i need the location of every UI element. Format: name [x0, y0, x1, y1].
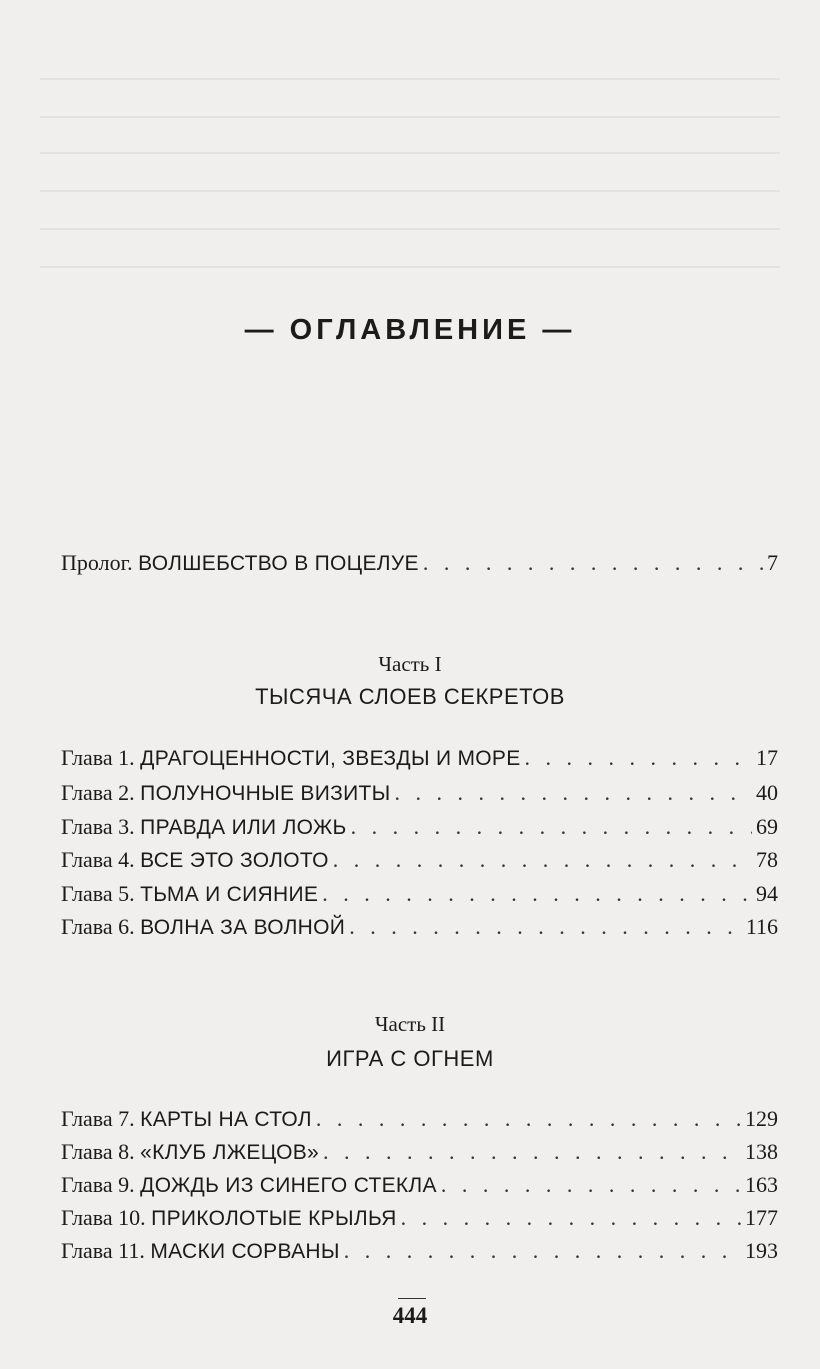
dot-leader	[349, 914, 742, 940]
dot-leader	[401, 1205, 741, 1231]
toc-entry-chapter-11	[61, 1238, 778, 1270]
dot-leader	[441, 1172, 741, 1198]
entry-label: Глава 10.	[61, 1205, 146, 1230]
entry-title: ВСЕ ЭТО ЗОЛОТО	[140, 849, 329, 872]
entry-page: 78	[756, 847, 778, 872]
entry-label: Глава 9.	[61, 1172, 135, 1197]
entry-page: 7	[767, 550, 778, 575]
entry-title: ДРАГОЦЕННОСТИ, ЗВЕЗДЫ И МОРЕ	[140, 747, 521, 770]
part-2-title: ИГРА С ОГНЕМ	[326, 1046, 494, 1071]
bleed-through-line	[40, 228, 780, 230]
bleed-through-line	[40, 78, 780, 80]
entry-page: 193	[745, 1238, 778, 1263]
dot-leader	[423, 550, 763, 576]
dot-leader	[333, 847, 752, 873]
dot-leader	[316, 1106, 741, 1132]
entry-title: КАРТЫ НА СТОЛ	[140, 1108, 312, 1131]
entry-title: ДОЖДЬ ИЗ СИНЕГО СТЕКЛА	[140, 1174, 437, 1197]
entry-title: ПРИКОЛОТЫЕ КРЫЛЬЯ	[151, 1207, 397, 1230]
entry-page: 177	[745, 1205, 778, 1230]
toc-entry-chapter-2	[61, 780, 778, 812]
toc-entry-chapter-1	[61, 745, 778, 777]
dot-leader	[323, 1139, 741, 1165]
toc-entry-chapter-9	[61, 1172, 778, 1204]
entry-title: ПРАВДА ИЛИ ЛОЖЬ	[140, 816, 347, 839]
toc-entry-chapter-7	[61, 1106, 778, 1138]
dot-leader	[322, 881, 752, 907]
dot-leader	[351, 814, 752, 840]
entry-label: Глава 4.	[61, 847, 135, 872]
toc-entry-chapter-8	[61, 1139, 778, 1171]
bleed-through-line	[40, 190, 780, 192]
entry-label: Глава 6.	[61, 914, 135, 939]
entry-page: 129	[745, 1106, 778, 1131]
entry-page: 69	[756, 814, 778, 839]
entry-title: ВОЛШЕБСТВО В ПОЦЕЛУЕ	[138, 552, 419, 575]
entry-title: МАСКИ СОРВАНЫ	[150, 1240, 340, 1263]
entry-page: 94	[756, 881, 778, 906]
part-1-label: Часть I	[378, 652, 442, 676]
bleed-through-line	[40, 152, 780, 154]
toc-entry-chapter-3	[61, 814, 778, 846]
toc-heading: — ОГЛАВЛЕНИЕ —	[244, 314, 576, 346]
toc-entry-prologue	[61, 550, 778, 582]
entry-page: 138	[745, 1139, 778, 1164]
dot-leader	[344, 1238, 741, 1264]
toc-entry-chapter-4	[61, 847, 778, 879]
entry-label: Глава 5.	[61, 881, 135, 906]
page-number-rule	[398, 1298, 426, 1299]
entry-title: «КЛУБ ЛЖЕЦОВ»	[140, 1141, 319, 1164]
entry-title: ТЬМА И СИЯНИЕ	[140, 883, 319, 906]
dot-leader	[525, 745, 752, 771]
bleed-through-line	[40, 266, 780, 268]
bleed-through-line	[40, 116, 780, 118]
toc-entry-chapter-5	[61, 881, 778, 913]
entry-page: 163	[745, 1172, 778, 1197]
entry-title: ПОЛУНОЧНЫЕ ВИЗИТЫ	[140, 782, 391, 805]
part-2-label: Часть II	[374, 1012, 446, 1036]
part-1-title: ТЫСЯЧА СЛОЕВ СЕКРЕТОВ	[255, 684, 565, 709]
entry-label: Глава 7.	[61, 1106, 135, 1131]
dot-leader	[395, 780, 752, 806]
entry-page: 116	[745, 914, 778, 939]
entry-label: Глава 1.	[61, 745, 135, 770]
entry-label: Глава 11.	[61, 1238, 145, 1263]
page-number: 444	[392, 1303, 428, 1328]
entry-label: Глава 2.	[61, 780, 135, 805]
entry-label: Пролог.	[61, 550, 133, 575]
entry-title: ВОЛНА ЗА ВОЛНОЙ	[140, 916, 346, 939]
toc-entry-chapter-10	[61, 1205, 778, 1237]
entry-page: 40	[756, 780, 778, 805]
entry-page: 17	[756, 745, 778, 770]
toc-entry-chapter-6	[61, 914, 778, 946]
entry-label: Глава 8.	[61, 1139, 135, 1164]
entry-label: Глава 3.	[61, 814, 135, 839]
